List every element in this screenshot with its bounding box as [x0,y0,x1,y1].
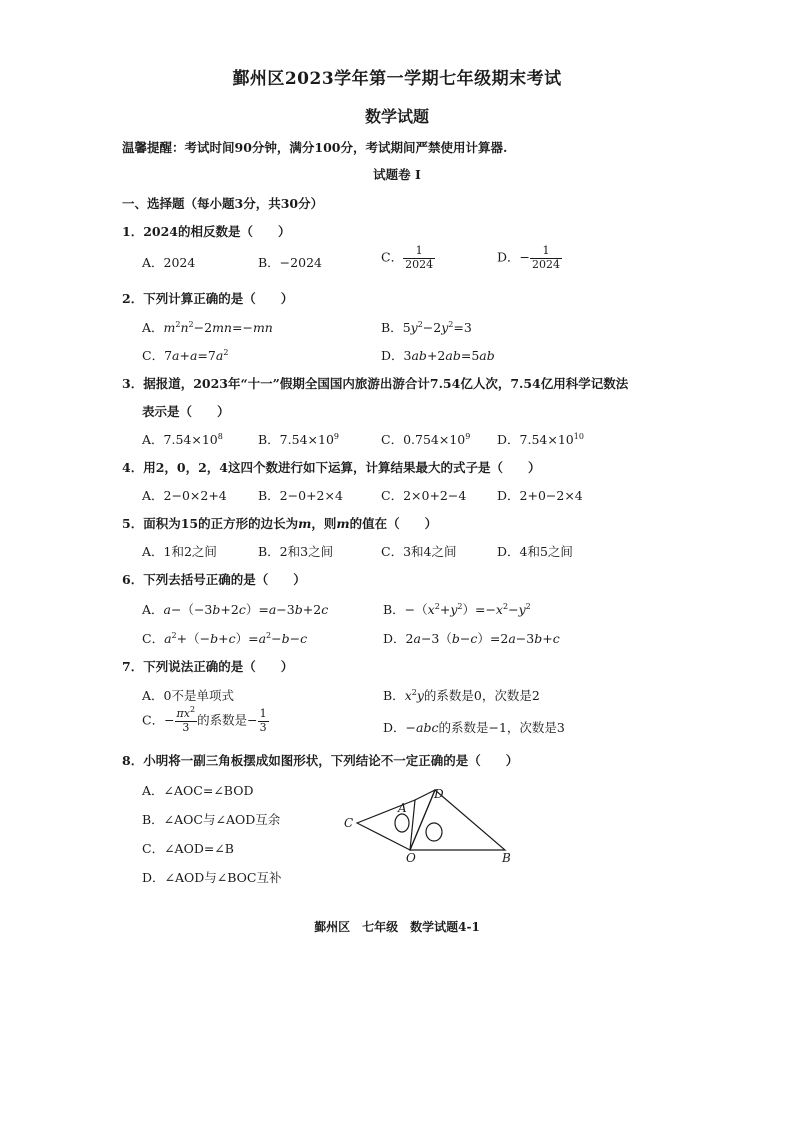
q7-option-a: A．0不是单项式 [142,688,234,703]
label-a: A [398,801,407,815]
q8-option-c: C．∠AOD=∠B [142,841,234,856]
q1-option-b: B．−2024 [258,255,322,270]
volume-label: 试题卷 I [373,167,421,182]
q3-option-d: D．$7.54\times 10^{10}$ [497,432,584,447]
q7-option-b: B．$x^2y$的系数是0，次数是2 [383,688,540,703]
q5-option-b: B．2和3之间 [258,544,334,559]
q8-option-d: D．∠AOD与∠BOC互补 [142,870,282,885]
q7-stem: 7．下列说法正确的是（ ） [122,659,294,674]
q3-stem-line2: 表示是（ ） [142,404,230,419]
q4-option-c: C．2×0+2−4 [381,488,467,503]
q7-option-c: C．− $\frac{\pi x^2}{3}$ 的系数是− $\frac{1}{3}$ [142,705,267,734]
q3-stem: 3．据报道，2023年“十一”假期全国国内旅游出游合计7.54亿人次，7.54亿用科学记数法 [122,376,629,391]
q8-option-a: A．∠AOC=∠BOD [142,783,254,798]
hole-left [395,814,409,832]
q5-option-c: C．3和4之间 [381,544,457,559]
q6-stem: 6．下列去括号正确的是（ ） [122,572,306,587]
q4-option-a: A．2−0×2+4 [142,488,227,503]
q6-option-d: D．2a−3（b−c）=2a−3b+c [383,631,560,646]
q3-option-c: C．$0.754\times 10^9$ [381,432,471,447]
q2-option-b: B．$5y^2-2y^2=3$ [381,320,472,335]
subject-title: 数学试题 [364,107,429,126]
label-d: D [434,787,444,801]
q3-option-a: A．$7.54\times 10^8$ [142,432,223,447]
set-square-right [410,790,505,850]
q8-option-b: B．∠AOC与∠AOD互余 [142,812,281,827]
hole-right [426,823,442,841]
triangle-figure [330,778,530,870]
q1-option-a: A．2024 [142,255,196,270]
q6-option-c: C．$a^2+(-b+c)=a^2-b-c$ [142,631,308,646]
label-o: O [406,851,416,865]
q5-option-d: D．4和5之间 [497,544,573,559]
q6-option-b: B．$-(x^2+y^2)=-x^2-y^2$ [383,602,531,617]
q1-option-c: C． $\frac{1}{2024}$ [381,244,434,271]
exam-title: 鄞州区2023学年第一学期七年级期末考试 [232,69,562,89]
q2-option-d: D．3ab+2ab=5ab [381,348,495,363]
q7-option-d: D．−abc的系数是−1，次数是3 [383,720,565,735]
q5-option-a: A．1和2之间 [142,544,217,559]
q5-stem: 5．面积为15的正方形的边长为m，则m的值在（ ） [122,516,438,531]
q4-option-b: B．2−0+2×4 [258,488,343,503]
page-footer: 鄞州区 七年级 数学试题4-1 [314,920,480,934]
label-c: C [344,816,354,830]
q2-option-a: A．$m^2n^2-2mn=-mn$ [142,320,273,335]
q1-option-d: D．− $\frac{1}{2024}$ [497,244,560,271]
section-heading: 一、选择题（每小题3分，共30分） [122,196,324,211]
q8-stem: 8．小明将一副三角板摆成如图形状，下列结论不一定正确的是（ ） [122,753,519,768]
q2-option-c: C．$7a+a=7a^2$ [142,348,229,363]
q2-stem: 2．下列计算正确的是（ ） [122,291,294,306]
q3-option-b: B．$7.54\times 10^9$ [258,432,339,447]
q6-option-a: A．a−（−3b+2c）=a−3b+2c [142,602,329,617]
label-b: B [502,851,511,865]
notice: 温馨提醒：考试时间90分钟，满分100分，考试期间严禁使用计算器. [122,140,508,155]
q4-option-d: D．2+0−2×4 [497,488,583,503]
q4-stem: 4．用2，0，2，4这四个数进行如下运算，计算结果最大的式子是（ ） [122,460,541,475]
q1-stem: 1．2024的相反数是（ ） [122,224,291,239]
